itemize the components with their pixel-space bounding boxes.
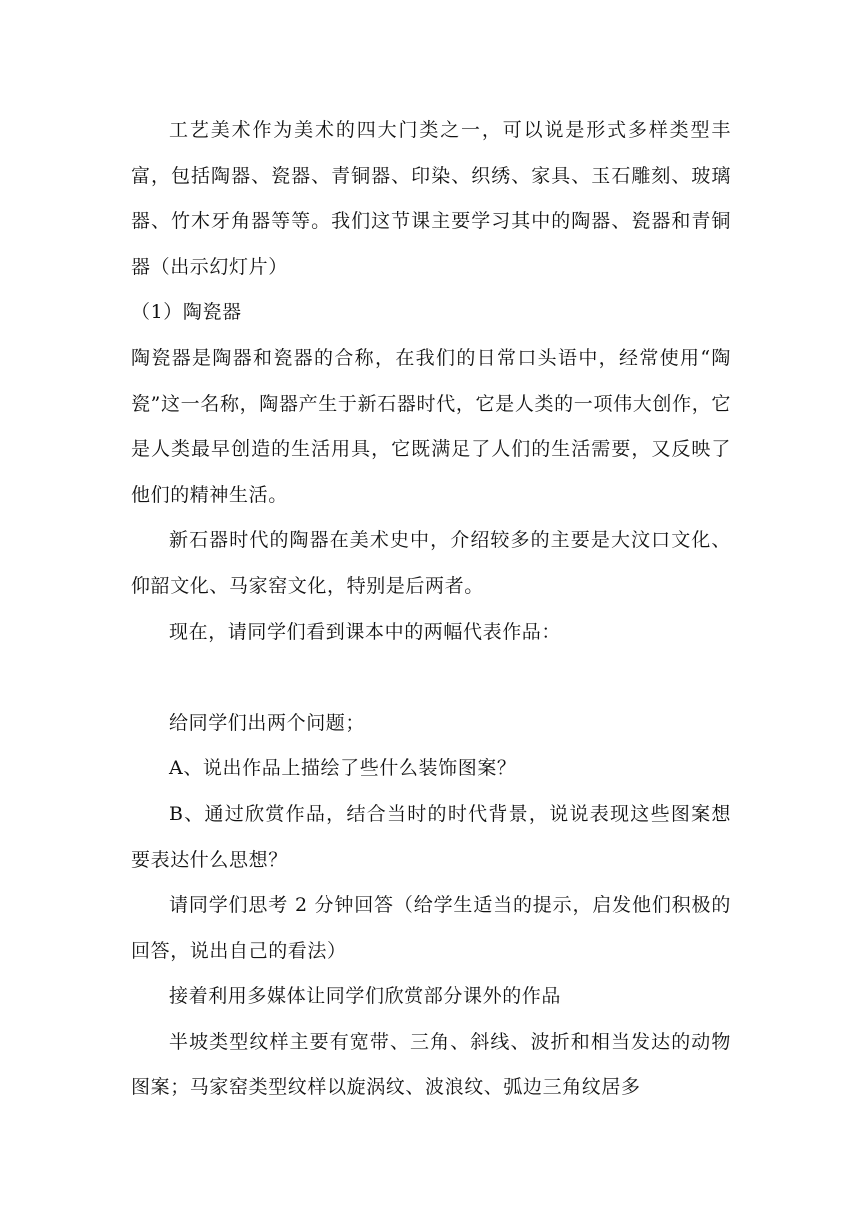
paragraph-intro: 工艺美术作为美术的四大门类之一，可以说是形式多样类型丰富，包括陶器、瓷器、青铜器、印染、织绣、家具、玉石雕刻、玻璃器、竹木牙角器等等。我们这节课主要学习其中的陶器、瓷器和青铜器（出示幻灯片） (131, 119, 731, 278)
document-body (131, 108, 731, 1111)
paragraph-neolithic-pottery: 新石器时代的陶器在美术史中，介绍较多的主要是大汶口文化、仰韶文化、马家窑文化，特别是后两者。 (131, 529, 731, 597)
paragraph-pattern-types: 半坡类型纹样主要有宽带、三角、斜线、波折和相当发达的动物图案；马家窑类型纹样以旋涡纹、波浪纹、弧边三角纹居多 (131, 1030, 731, 1099)
paragraph-questions-intro: 给同学们出两个问题； (169, 711, 366, 734)
question-b: B、通过欣赏作品，结合当时的时代背景，说说表现这些图案想要表达什么思想？ (131, 802, 731, 871)
paragraph-think-answer: 请同学们思考 2 分钟回答（给学生适当的提示，启发他们积极的回答，说出自己的看法） (131, 894, 731, 962)
paragraph-multimedia: 接着利用多媒体让同学们欣赏部分课外的作品 (169, 985, 562, 1008)
paragraph-view-artworks: 现在，请同学们看到课本中的两幅代表作品： (169, 620, 562, 643)
paragraph-ceramics-definition: 陶瓷器是陶器和瓷器的合称，在我们的日常口头语中，经常使用“陶瓷”这一名称，陶器产生于新石器时代，它是人类的一项伟大创作，它是人类最早创造的生活用具，它既满足了人们的生活需要，又反映了他们的精神生活。 (131, 346, 731, 506)
section-heading-ceramics: （1）陶瓷器 (131, 301, 242, 324)
blank-line (131, 655, 731, 701)
question-a: A、说出作品上描绘了些什么装饰图案？ (169, 757, 517, 780)
